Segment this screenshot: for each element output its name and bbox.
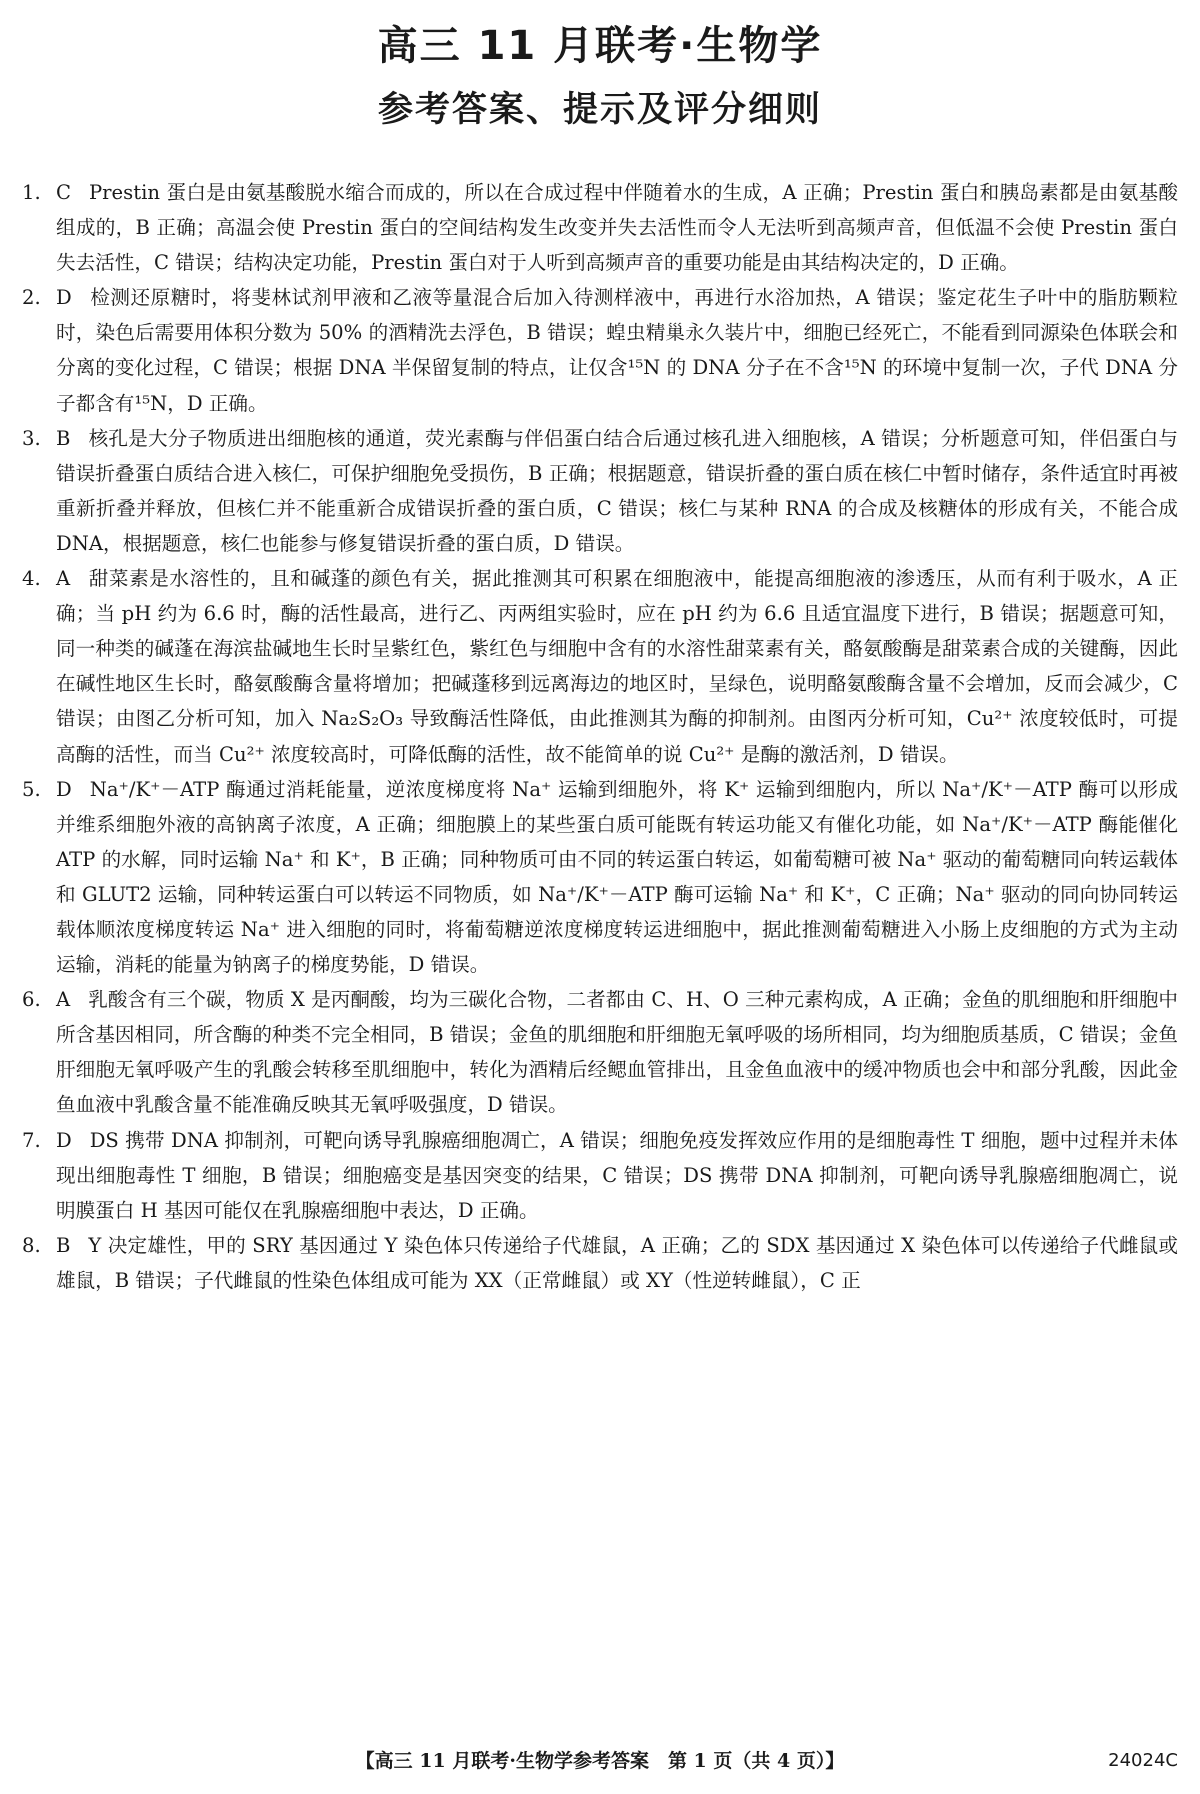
answer-list [22, 175, 1178, 1298]
answer-item [22, 175, 1178, 280]
page-footer [0, 1746, 1200, 1776]
footer-code: 24024C [1108, 1750, 1178, 1771]
item-explanation: Y 决定雄性，甲的 SRY 基因通过 Y 染色体只传递给子代雄鼠，A 正确；乙的 SDX 基因通过 X 染色体可以传递给子代雌鼠或雄鼠，B 错误；子代雌鼠的性染色体组成可能为 XX（正常雌鼠）或 XY（性逆转雌鼠），C 正 [56, 1233, 1178, 1292]
item-number: 4. [22, 567, 41, 591]
item-answer: D [56, 1128, 72, 1152]
item-number: 7. [22, 1128, 41, 1152]
item-answer: B [56, 1233, 71, 1257]
answer-item [22, 772, 1178, 983]
answer-item [22, 421, 1178, 561]
footer-page-label: 【高三 11 月联考·生物学参考答案 第 1 页（共 4 页）】 [355, 1750, 845, 1772]
item-number: 5. [22, 777, 41, 801]
item-explanation: 甜菜素是水溶性的，且和碱蓬的颜色有关，据此推测其可积累在细胞液中，能提高细胞液的渗透压，从而有利于吸水，A 正确；当 pH 约为 6.6 时，酶的活性最高，进行乙、丙两组实验时，应在 pH 约为 6.6 且适宜温度下进行，B 错误；据题意可知，同一种类的碱蓬在海滨盐碱地生长时呈紫红色，紫红色与细胞中含有的水溶性甜菜素有关，酪氨酸酶是甜菜素合成的关键酶，因此在碱性地区生长时，酪氨酸酶含量将增加；把碱蓬移到远离海边的地区时，呈绿色，说明酪氨酸酶含量不会增加，反而会减少，C 错误；由图乙分析可知，加入 Na₂S₂O₃ 导致酶活性降低，由此推测其为酶的抑制剂。由图丙分析可知，Cu²⁺ 浓度较低时，可提高酶的活性，而当 Cu²⁺ 浓度较高时，可降低酶的活性，故不能简单的说 Cu²⁺ 是酶的激活剂，D 错误。 [56, 567, 1178, 766]
item-answer: A [56, 988, 71, 1012]
item-number: 3. [22, 426, 41, 450]
answer-item [22, 280, 1178, 420]
item-answer: C [56, 181, 71, 204]
item-explanation: 检测还原糖时，将斐林试剂甲液和乙液等量混合后加入待测样液中，再进行水浴加热，A 错误；鉴定花生子叶中的脂肪颗粒时，染色后需要用体积分数为 50% 的酒精洗去浮色，B 错误；蝗虫精巢永久装片中，细胞已经死亡，不能看到同源染色体联会和分离的变化过程，C 错误；根据 DNA 半保留复制的特点，让仅含¹⁵N 的 DNA 分子在不含¹⁵N 的环境中复制一次，子代 DNA 分子都含有¹⁵N，D 正确。 [56, 286, 1178, 415]
item-explanation: Prestin 蛋白是由氨基酸脱水缩合而成的，所以在合成过程中伴随着水的生成，A 正确；Prestin 蛋白和胰岛素都是由氨基酸组成的，B 正确；高温会使 Prestin 蛋白的空间结构发生改变并失去活性而令人无法听到高频声音，但低温不会使 Prestin 蛋白失去活性，C 错误；结构决定功能，Prestin 蛋白对于人听到高频声音的重要功能是由其结构决定的，D 正确。 [56, 181, 1178, 275]
item-explanation: DS 携带 DNA 抑制剂，可靶向诱导乳腺癌细胞凋亡，A 错误；细胞免疫发挥效应作用的是细胞毒性 T 细胞，题中过程并未体现出细胞毒性 T 细胞，B 错误；细胞癌变是基因突变的结果，C 错误；DS 携带 DNA 抑制剂，可靶向诱导乳腺癌细胞凋亡，说明膜蛋白 H 基因可能仅在乳腺癌细胞中表达，D 正确。 [56, 1128, 1178, 1222]
item-answer: D [56, 286, 72, 310]
document-title: 高三 11 月联考·生物学 [377, 23, 823, 69]
item-explanation: 乳酸含有三个碳，物质 X 是丙酮酸，均为三碳化合物，二者都由 C、H、O 三种元素构成，A 正确；金鱼的肌细胞和肝细胞中所含基因相同，所含酶的种类不完全相同，B 错误；金鱼的肌细胞和肝细胞无氧呼吸的场所相同，均为细胞质基质，C 错误；金鱼肝细胞无氧呼吸产生的乳酸会转移至肌细胞中，转化为酒精后经鳃血管排出，且金鱼血液中的缓冲物质也会中和部分乳酸，因此金鱼血液中乳酸含量不能准确反映其无氧呼吸强度，D 错误。 [56, 988, 1178, 1117]
item-explanation: Na⁺/K⁺－ATP 酶通过消耗能量，逆浓度梯度将 Na⁺ 运输到细胞外，将 K⁺ 运输到细胞内，所以 Na⁺/K⁺－ATP 酶可以形成并维系细胞外液的高钠离子浓度，A 正确；细胞膜上的某些蛋白质可能既有转运功能又有催化功能，如 Na⁺/K⁺－ATP 酶能催化 ATP 的水解，同时运输 Na⁺ 和 K⁺，B 正确；同种物质可由不同的转运蛋白转运，如葡萄糖可被 Na⁺ 驱动的葡萄糖同向转运载体和 GLUT2 运输，同种转运蛋白可以转运不同物质，如 Na⁺/K⁺－ATP 酶可运输 Na⁺ 和 K⁺，C 正确；Na⁺ 驱动的同向协同转运载体顺浓度梯度转运 Na⁺ 进入细胞的同时，将葡萄糖逆浓度梯度转运进细胞中，据此推测葡萄糖进入小肠上皮细胞的方式为主动运输，消耗的能量为钠离子的梯度势能，D 错误。 [56, 777, 1178, 977]
answer-item [22, 1123, 1178, 1228]
answer-item [22, 982, 1178, 1122]
item-number: 1. [22, 181, 41, 204]
item-answer: D [56, 777, 72, 801]
item-number: 8. [22, 1233, 41, 1257]
answer-item [22, 1228, 1178, 1298]
item-number: 2. [22, 286, 41, 310]
item-answer: B [56, 426, 71, 450]
document-subtitle: 参考答案、提示及评分细则 [377, 90, 822, 130]
item-explanation: 核孔是大分子物质进出细胞核的通道，荧光素酶与伴侣蛋白结合后通过核孔进入细胞核，A 错误；分析题意可知，伴侣蛋白与错误折叠蛋白质结合进入核仁，可保护细胞免受损伤，B 正确；根据题意，错误折叠的蛋白质在核仁中暂时储存，条件适宜时再被重新折叠并释放，但核仁并不能重新合成错误折叠的蛋白质，C 错误；核仁与某种 RNA 的合成及核糖体的形成有关，不能合成 DNA，根据题意，核仁也能参与修复错误折叠的蛋白质，D 错误。 [56, 426, 1178, 555]
item-answer: A [56, 567, 71, 591]
answer-item [22, 561, 1178, 772]
document-header [0, 18, 1200, 136]
item-number: 6. [22, 988, 41, 1012]
